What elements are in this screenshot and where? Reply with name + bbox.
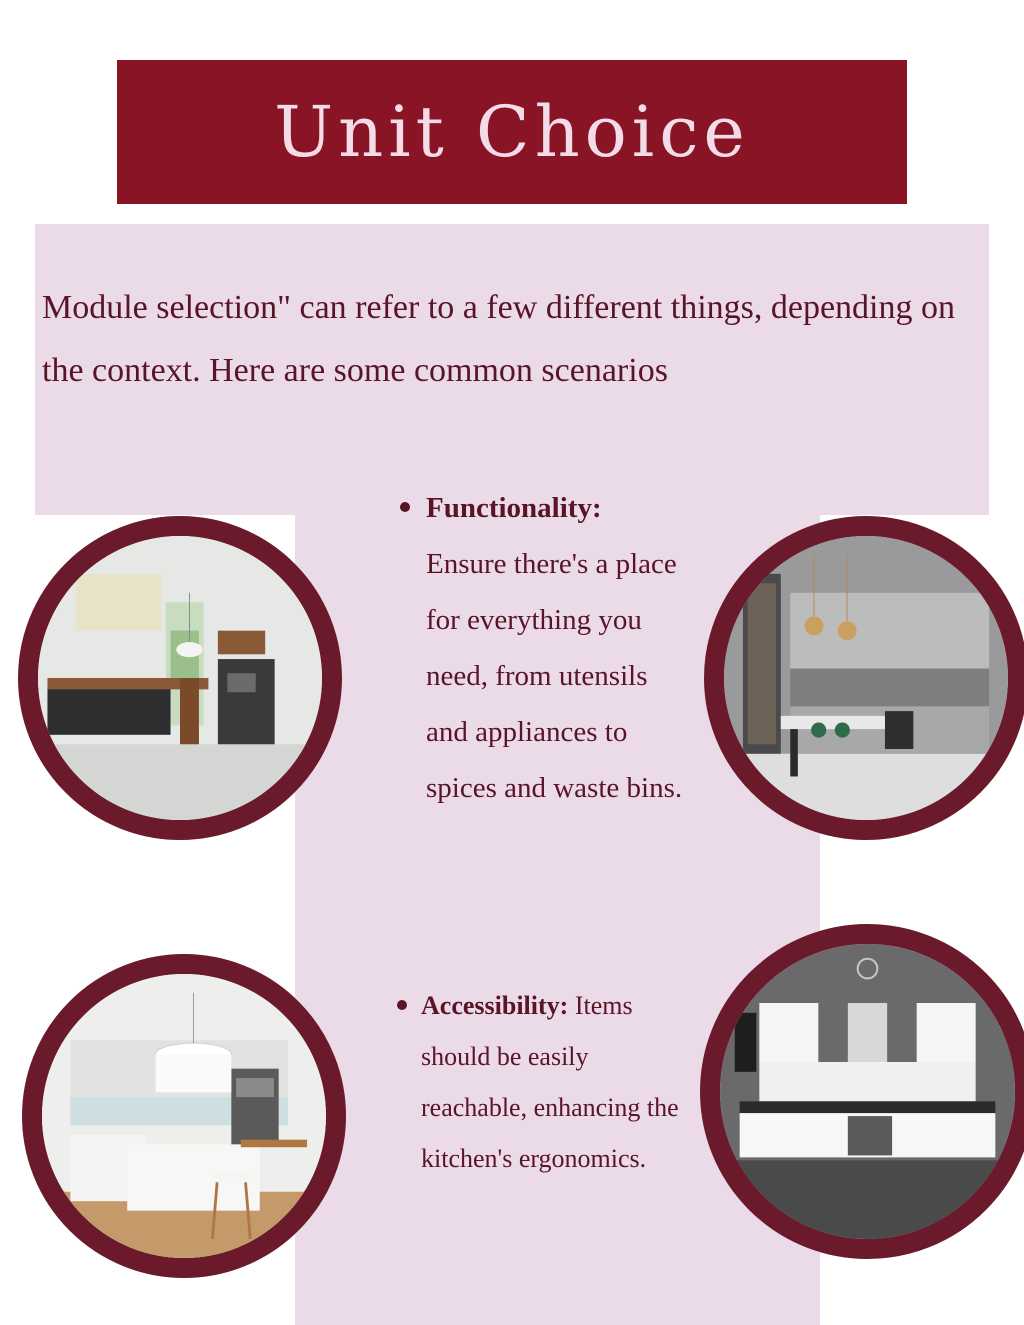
bullet-text: Ensure there's a place for everything you need, from utensils and appliances to spices and waste bins. <box>426 548 683 804</box>
bullet-functionality <box>426 480 686 816</box>
kitchen-photo-bottom-right <box>700 924 1024 1259</box>
kitchen-photo-top-left <box>18 516 342 840</box>
intro-paragraph: Module selection" can refer to a few different things, depending on the context. Here are some common scenarios <box>42 289 956 389</box>
bullet-dot <box>400 502 410 512</box>
page-title: Unit Choice <box>274 91 750 173</box>
bullet-text: Items should be easily reachable, enhancing the kitchen's ergonomics. <box>421 991 679 1173</box>
kitchen-photo-top-right <box>704 516 1024 840</box>
kitchen-photo-bottom-left <box>22 954 346 1278</box>
bullet-heading: Accessibility: <box>421 991 569 1020</box>
bullet-heading: Functionality: <box>426 492 602 524</box>
title-banner <box>117 60 907 204</box>
bullet-dot <box>397 1000 407 1010</box>
bullet-accessibility <box>421 980 686 1184</box>
